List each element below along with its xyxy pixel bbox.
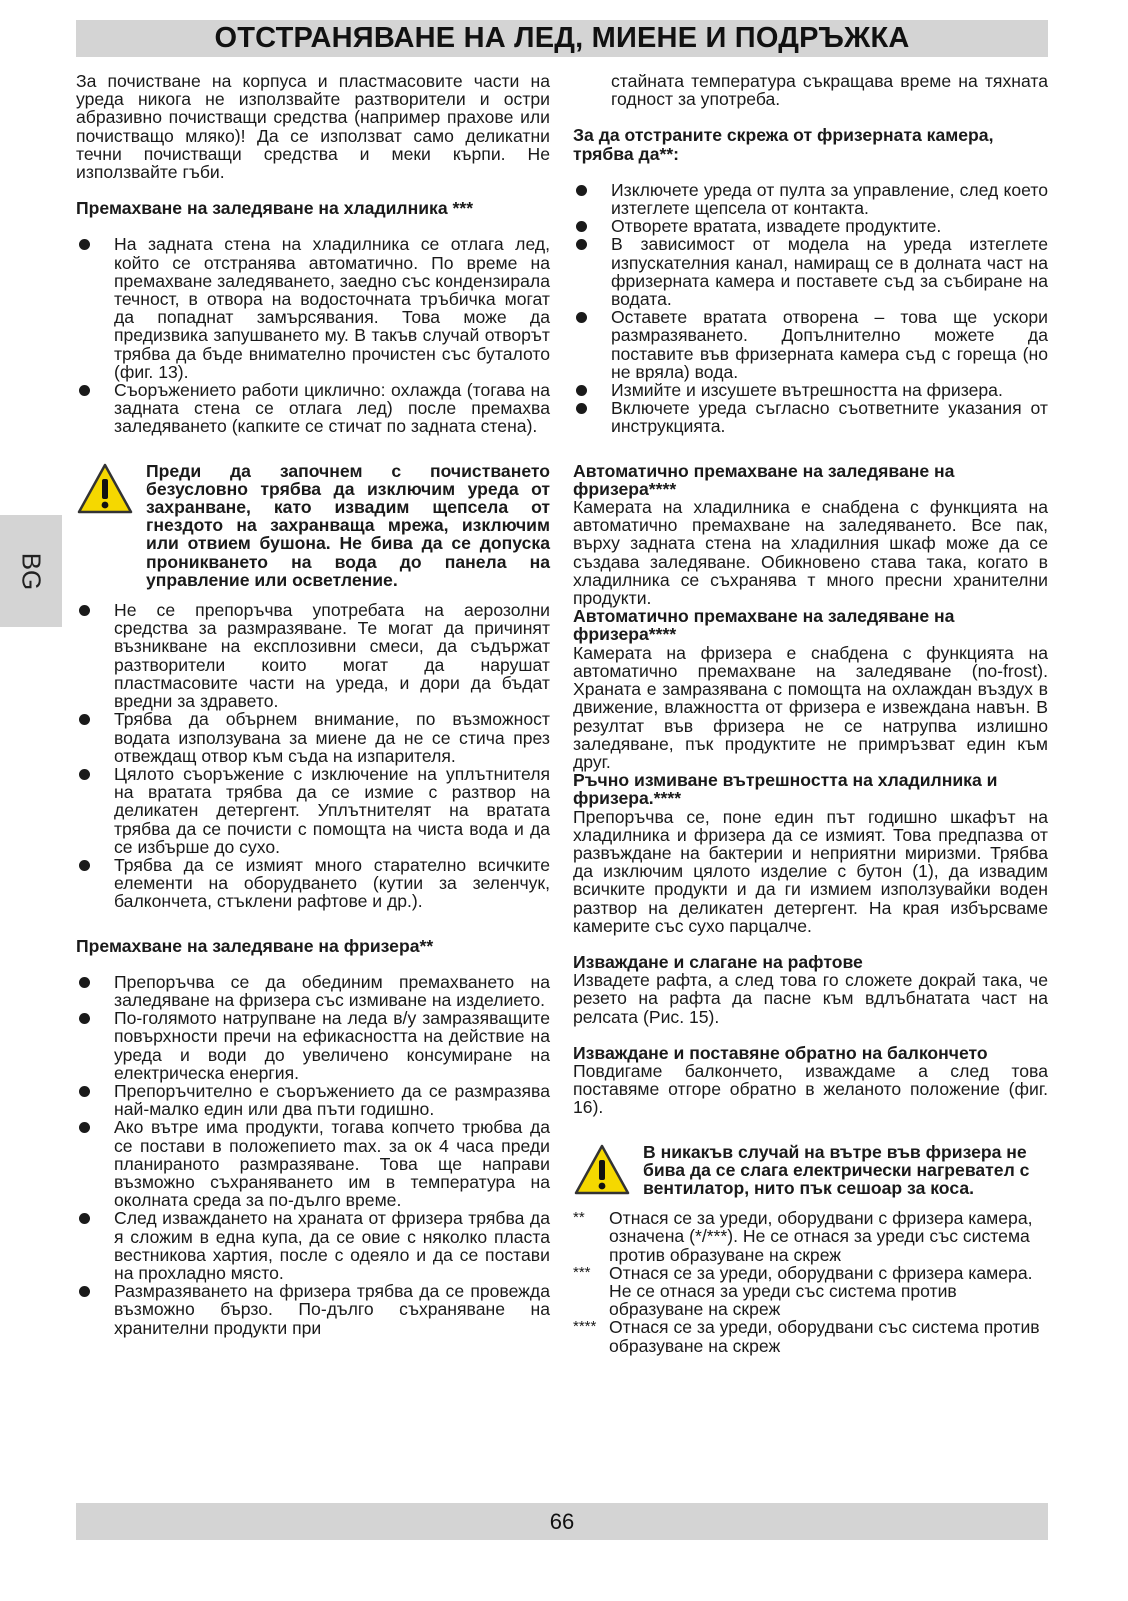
- list-item: Отворете вратата, извадете продуктите.: [573, 217, 1048, 235]
- left-column: [76, 72, 550, 1337]
- title-bar: [76, 20, 1048, 57]
- auto-defrost-fridge-heading: Автоматично премахване на заледяване на фризера****: [573, 460, 955, 499]
- balcony-heading: Изваждане и поставяне обратно на балкончето: [573, 1042, 988, 1063]
- warning-triangle-icon: [573, 1143, 631, 1197]
- footnote-mark: ***: [573, 1263, 591, 1281]
- footnotes: [573, 1209, 1048, 1355]
- general-cleaning-list: [76, 601, 550, 910]
- warning-triangle-icon: [76, 462, 134, 516]
- list-item: Оставете вратата отворена – това ще ускори размразяването. Допълнително можете да поставите във фризерната камера съд с гореща (но не вряла) вода.: [573, 308, 1048, 381]
- fridge-defrost-heading: Премахване на заледяване на хладилника ***: [76, 198, 474, 219]
- footnote-text: Отнася се за уреди, оборудвани с фризера камера. Не се отнася за уреди със система против образуване на скреж: [609, 1262, 1033, 1320]
- list-item: Препоръчва се да обединим премахването на заледяване на фризера със измиване на изделието.: [76, 973, 550, 1009]
- footnote: [573, 1264, 1048, 1319]
- shelves-text: Извадете рафта, а след това го сложете докрай така, че резето на рафта да пасне към вдлъбнатата част на релсата (Рис. 15).: [573, 970, 1048, 1027]
- auto-defrost-freezer-text: Камерата на фризера е снабдена с функцията на автоматично премахване на заледяване (no-frost). Храната е замразявана с помощта на охлаждан въздух в движение, влажността от фризера е извеждана навън. В резултат във фризера не се натрупва излишно заледяване, пък продуктите не примръзват един към друг.: [573, 642, 1048, 772]
- intro-paragraph: За почистване на корпуса и пластмасовите части на уреда никога не използвайте разтворители и остри абразивно почистващи средства (например прахове или почистващо мляко)! Да се използват само деликатни течни почистващи средства и меки кърпи. Не използвайте гъби.: [76, 71, 550, 183]
- language-tab-label: BG: [16, 552, 47, 590]
- fridge-defrost-list: [76, 235, 550, 435]
- footnote-mark: ****: [573, 1318, 597, 1336]
- shelves-heading: Изваждане и слагане на рафтове: [573, 951, 863, 972]
- frost-removal-list: [573, 181, 1048, 436]
- auto-defrost-freezer-heading: Автоматично премахване на заледяване на фризера****: [573, 606, 955, 645]
- cleaning-warning: [76, 462, 550, 589]
- page-title: ОТСТРАНЯВАНЕ НА ЛЕД, МИЕНЕ И ПОДРЪЖКА: [214, 22, 910, 54]
- list-item: Препоръчително е съоръжението да се размразява най-малко един или два пъти годишно.: [76, 1082, 550, 1118]
- list-item: Размразяването на фризера трябва да се провежда възможно бързо. По-дълго съхраняване на хранителни продукти при: [76, 1282, 550, 1337]
- list-item: Не се препоръчва употребата на аерозолни средства за размразяване. Те могат да причинят възникване на експлозивни смеси, да съдържат разтворители които могат да нарушат пластмасовите части на уреда, и дори да бъдат вредни за здравето.: [76, 601, 550, 710]
- list-item: В зависимост от модела на уреда изтеглете изпускателния канал, намиращ се в долната част на фризерната камера и поставете съд за събиране на водата.: [573, 235, 1048, 308]
- footer-bar: [76, 1503, 1048, 1540]
- balcony-text: Повдигаме балкончето, изваждаме а след това поставяме отгоре обратно в желаното положение (фиг. 16).: [573, 1060, 1048, 1118]
- cleaning-warning-text: Преди да започнем с почистването безусловно трябва да изключим уреда от захранване, като извадим щепсела от гнездото на захранваща мрежа, изключим или отвием бушона. Не бива да се допуска проникването на вода до панела на управление или осветление.: [146, 460, 550, 590]
- list-item: Ако вътре има продукти, тогава копчето трюбва да се постави в положепието max. за ок 4 часа преди планираното размразяване. Това ще направи възможно съхраняването им в температура на околната среда за по-дълго време.: [76, 1118, 550, 1209]
- list-item: Трябва да обърнем внимание, по възможност водата използувана за миене да не се стича през отвеждащ отвор към съда на изпарителя.: [76, 710, 550, 765]
- heater-warning: [573, 1143, 1048, 1198]
- footnote-text: Отнася се за уреди, оборудвани с фризера камера, означена (*/***). Не се отнася за уреди със система против образуване на скреж: [609, 1208, 1033, 1265]
- language-tab: [0, 515, 62, 627]
- frost-removal-heading: За да отстраните скрежа от фризерната камера, трябва да**:: [573, 125, 994, 164]
- footnote-mark: **: [573, 1209, 585, 1227]
- manual-wash-heading: Ръчно измиване вътрешността на хладилника и фризера.****: [573, 770, 998, 809]
- list-item: На задната стена на хладилника се отлага лед, който се отстранява автоматично. По време на премахване заледяването, заедно със кондензирала течност, в отвора на водосточната тръбичка могат да попаднат замърсявания. Това може да предизвика запушването му. В такъв случай отворът трябва да бъде внимателно прочистен със буталото (фиг. 13).: [76, 235, 550, 381]
- footnote: [573, 1209, 1048, 1264]
- list-item: След изваждането на храната от фризера трябва да я сложим в една купа, да се овие с няколко пласта вестникова хартия, после с одеяло и да се постави на прохладно място.: [76, 1209, 550, 1282]
- auto-defrost-fridge-text: Камерата на хладилника е снабдена с функцията на автоматично премахване на заледяването. Все пак, върху задната стена на хладилния шкаф може да се създава заледяване. Обикновено става така, когато в хладилника се съхранява т много пресни хранителни продукти.: [573, 497, 1048, 609]
- list-item: Трябва да се измият много старателно всичките елементи на оборудването (кутии за зеленчук, балкончета, стъклени рафтове и др.).: [76, 856, 550, 911]
- list-item: Включете уреда съгласно съответните указания от инструкцията.: [573, 399, 1048, 435]
- footnote: [573, 1318, 1048, 1354]
- list-item: Измийте и изсушете вътрешността на фризера.: [573, 381, 1048, 399]
- heater-warning-text: В никакъв случай на вътре във фризера не бива да се слага електрически нагревател с вентилатор, нито пък сешоар за коса.: [643, 1141, 1030, 1198]
- page-number: 66: [549, 1508, 575, 1534]
- list-item: Изключете уреда от пулта за управление, след което изтеглете щепсела от контакта.: [573, 181, 1048, 217]
- right-column: [573, 72, 1048, 1355]
- list-item: Съоръжението работи циклично: охлажда (тогава на задната стена се отлага лед) после премахва заледяването (капките се стичат по задната стена).: [76, 381, 550, 436]
- continuation-paragraph: стайната температура съкращава време на тяхната годност за употреба.: [611, 71, 1048, 110]
- footnote-text: Отнася се за уреди, оборудвани със система против образуване на скреж: [609, 1317, 1040, 1356]
- list-item: Цялото съоръжение с изключение на уплътнителя на вратата трябва да се измие с разтвор на деликатен детергент. Уплътнителят на вратата трябва да се почисти с помощта на чиста вода и да се избърше до сухо.: [76, 765, 550, 856]
- freezer-defrost-list: [76, 973, 550, 1337]
- manual-wash-text: Препоръчва се, поне един път годишно шкафът на хладилника и фризера да се измият. Това предпазва от развъждане на бактерии и неприятни миризми. Трябва да изключим цялото изделие с бутон (1), да извадим всичките продукти и да ги измием използувайки воден разтвор на деликатен детергент. На края избърсваме камерите със сухо парцалче.: [573, 806, 1048, 936]
- list-item: По-голямото натрупване на леда в/у замразяващите повърхности пречи на ефикасността на действие на уреда и води до увеличено консумиране на електрическа енергия.: [76, 1009, 550, 1082]
- freezer-defrost-heading: Премахване на заледяване на фризера**: [76, 935, 434, 956]
